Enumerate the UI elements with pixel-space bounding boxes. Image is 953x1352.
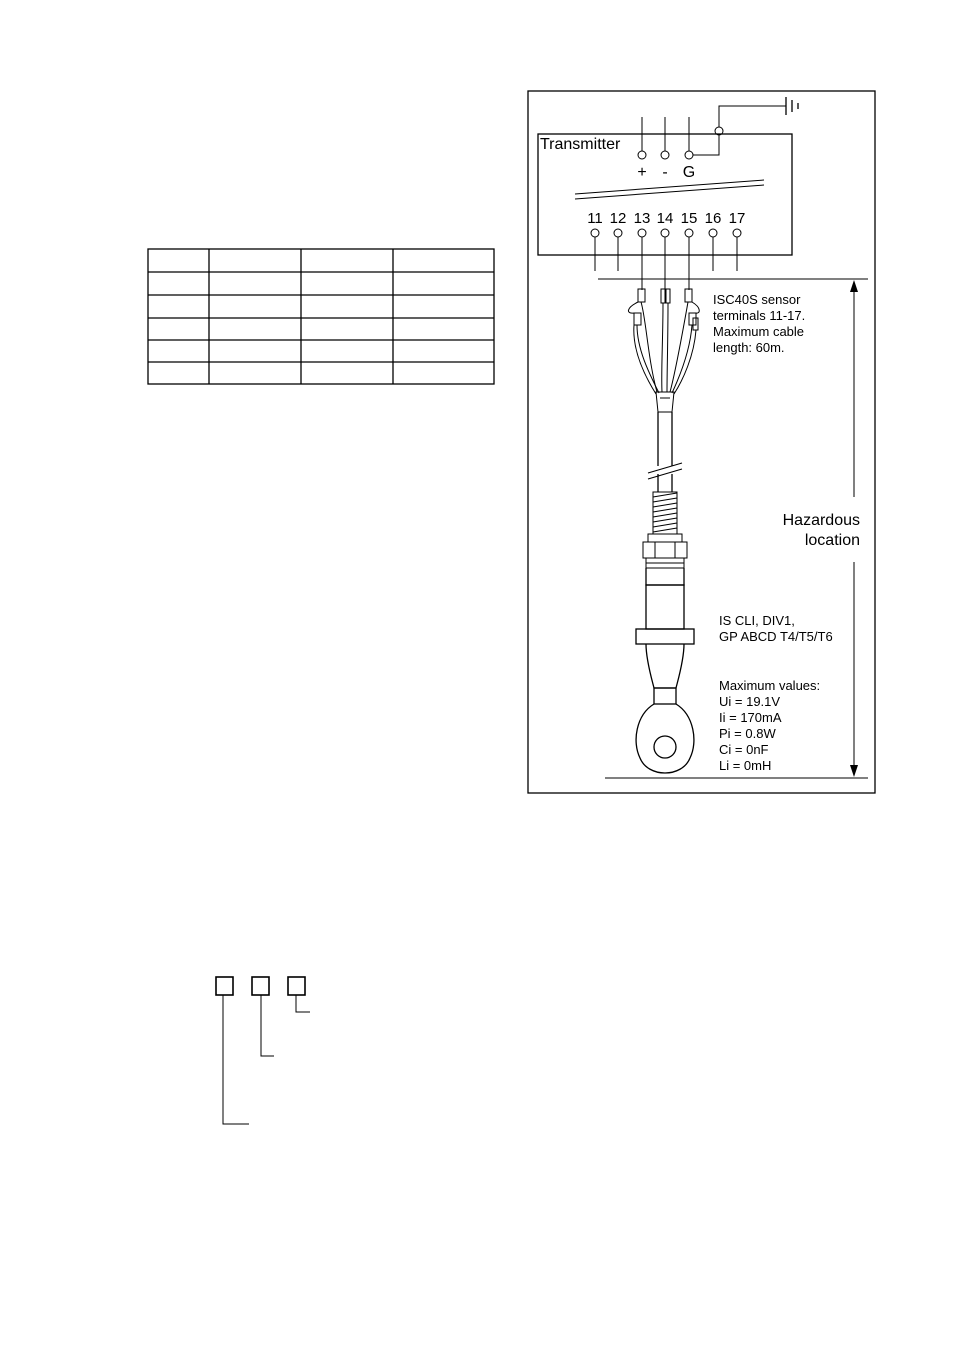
terminal-plus: + xyxy=(637,164,647,181)
terminal-12: 12 xyxy=(609,210,627,227)
sensor-cable xyxy=(648,412,682,492)
transmitter-title: Transmitter xyxy=(540,136,621,153)
svg-text:IS CLI, DIV1,: IS CLI, DIV1, xyxy=(719,613,795,628)
terminal-circles xyxy=(591,229,741,237)
svg-text:length: 60m.: length: 60m. xyxy=(713,340,785,355)
hazardous-label-line1: Hazardous xyxy=(782,512,860,529)
cable-gland xyxy=(643,534,687,568)
svg-text:Li = 0mH: Li = 0mH xyxy=(719,758,772,773)
svg-text:Pi = 0.8W: Pi = 0.8W xyxy=(719,726,776,741)
sensor-note xyxy=(713,292,805,355)
hazardous-label-line2: location xyxy=(804,532,860,549)
cable-splitter xyxy=(656,392,674,412)
figure-frame xyxy=(528,91,875,793)
empty-table xyxy=(148,249,494,384)
svg-text:Maximum values:: Maximum values: xyxy=(719,678,821,693)
transmitter-box xyxy=(538,97,798,255)
terminal-ground: G xyxy=(682,164,696,181)
svg-text:Ii = 170mA: Ii = 170mA xyxy=(719,710,782,725)
certification-note xyxy=(719,613,833,644)
ground-symbol-icon xyxy=(786,97,798,115)
svg-text:ISC40S sensor: ISC40S sensor xyxy=(713,292,801,307)
max-values-note xyxy=(719,678,820,773)
terminal-13: 13 xyxy=(633,210,651,227)
cable-ferrules xyxy=(634,289,698,330)
code-boxes xyxy=(216,977,310,1124)
terminal-11: 11 xyxy=(587,210,603,227)
svg-text:Ui = 19.1V: Ui = 19.1V xyxy=(719,694,781,709)
strain-relief-spring xyxy=(653,492,677,534)
terminal-15: 15 xyxy=(680,210,698,227)
svg-text:terminals 11-17.: terminals 11-17. xyxy=(713,308,806,323)
sensor-body xyxy=(636,568,694,773)
terminal-14: 14 xyxy=(656,210,674,227)
terminal-wires xyxy=(595,237,737,290)
svg-text:GP ABCD T4/T5/T6: GP ABCD T4/T5/T6 xyxy=(719,629,833,644)
terminal-16: 16 xyxy=(704,210,722,227)
terminal-minus: - xyxy=(662,164,668,181)
svg-text:Maximum cable: Maximum cable xyxy=(713,324,805,339)
terminal-17: 17 xyxy=(728,210,746,227)
svg-text:Ci = 0nF: Ci = 0nF xyxy=(719,742,769,757)
